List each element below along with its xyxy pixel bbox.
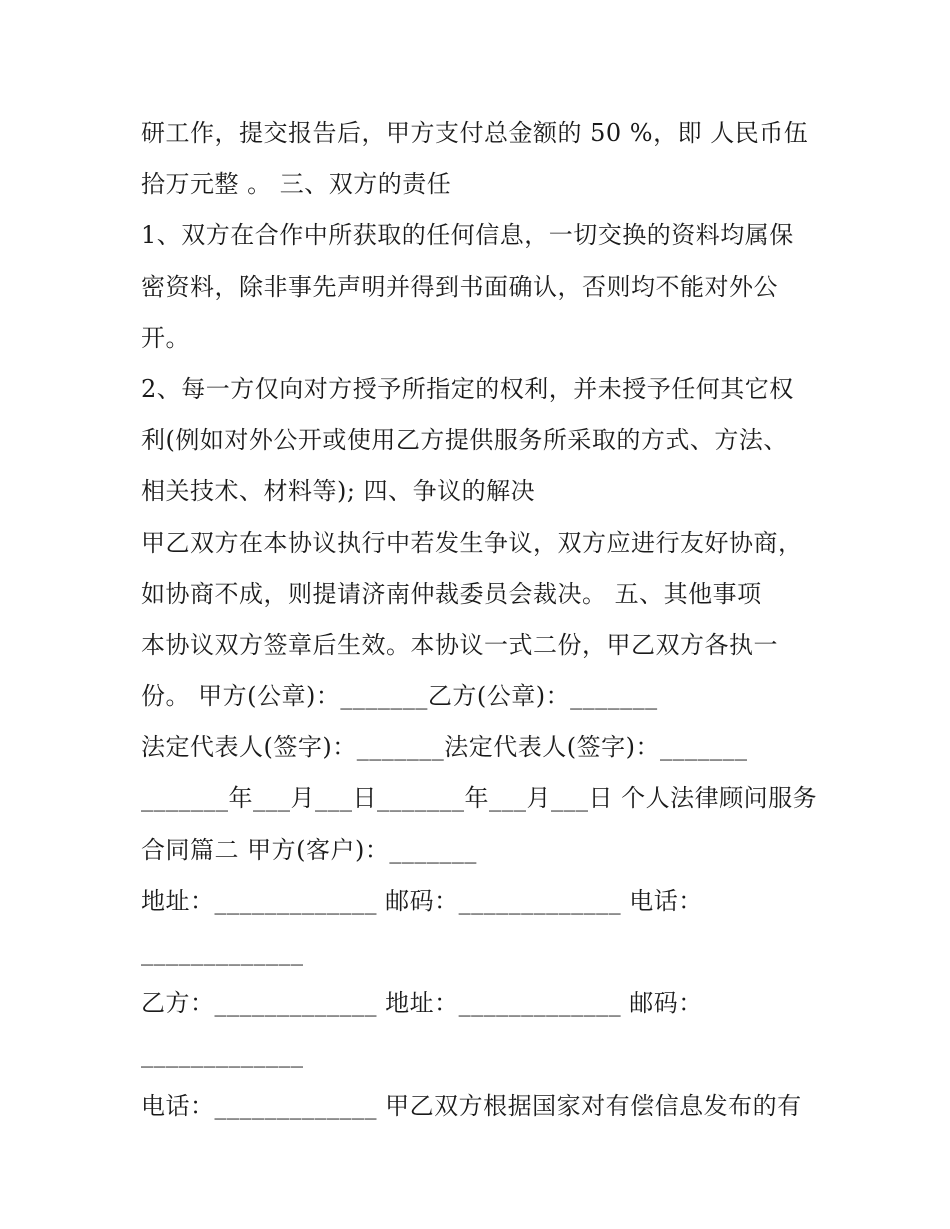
text-line: 2、每一方仅向对方授予所指定的权利，并未授予任何其它权 [141,374,794,403]
text-line: 如协商不成，则提请济南仲裁委员会裁决。 五、其他事项 [141,579,762,608]
text-line: 密资料，除非事先声明并得到书面确认，否则均不能对外公 [141,272,778,301]
text-line: _______年___月___日_______年___月___日 个人法律顾问服务 [141,784,818,813]
text-line: 研工作，提交报告后，甲方支付总金额的 50 %，即 人民币伍 [141,119,809,147]
document-body [141,108,821,1132]
text-line: 相关技术、材料等); 四、争议的解决 [141,477,536,506]
text-line: 利(例如对外公开或使用乙方提供服务所采取的方式、方法、 [141,426,788,455]
text-line: 电话：_____________ 甲乙双方根据国家对有偿信息发布的有 [141,1091,802,1120]
text-line: 地址：_____________ 邮码：_____________ 电话： [141,886,703,915]
text-line: 拾万元整 。 三、双方的责任 [141,170,452,199]
text-line: _____________ [141,1040,304,1069]
text-line: 甲乙双方在本协议执行中若发生争议，双方应进行友好协商， [141,528,803,557]
text-line: 1、双方在合作中所获取的任何信息，一切交换的资料均属保 [141,221,794,250]
text-line: 法定代表人(签字)：_______法定代表人(签字)：_______ [141,733,748,762]
text-line: _____________ [141,938,304,966]
text-line: 乙方：_____________ 地址：_____________ 邮码： [141,989,703,1018]
text-line: 份。 甲方(公章)：_______乙方(公章)：_______ [141,682,658,711]
text-line: 本协议双方签章后生效。本协议一式二份，甲乙双方各执一 [141,630,778,659]
text-line: 合同篇二 甲方(客户)：_______ [141,835,477,864]
text-line: 开。 [141,323,190,352]
